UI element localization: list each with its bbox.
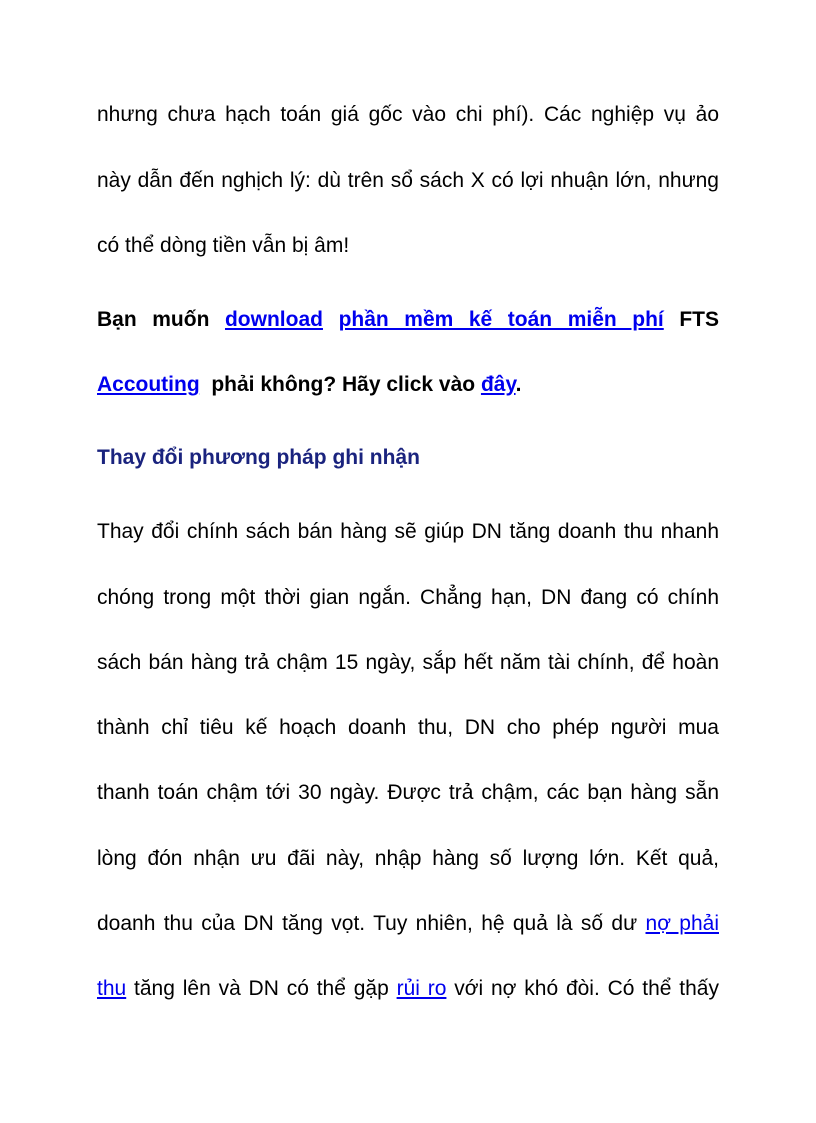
paragraph-line (97, 911, 719, 937)
paragraph-line: có thể dòng tiền vẫn bị âm! (97, 234, 350, 257)
paragraph-text: doanh thu của DN tăng vọt. Tuy nhiên, hệ quả là số dư (97, 912, 638, 935)
download-link[interactable]: download (224, 308, 323, 331)
promo-question: phải không? Hãy click vào (211, 373, 476, 396)
paragraph-line: Thay đổi chính sách bán hàng sẽ giúp DN tăng doanh thu nhanh (97, 520, 719, 543)
promo-period: . (515, 373, 522, 396)
paragraph-line: này dẫn đến nghịch lý: dù trên sổ sách X có lợi nhuận lớn, nhưng (97, 169, 719, 192)
risk-link[interactable]: rủi ro (396, 977, 447, 1000)
section-heading: Thay đổi phương pháp ghi nhận (97, 446, 420, 469)
paragraph-line: nhưng chưa hạch toán giá gốc vào chi phí). Các nghiệp vụ ảo (97, 103, 719, 126)
paragraph-text: tăng lên và DN có thể gặp (134, 977, 389, 1000)
paragraph-line: sách bán hàng trả chậm 15 ngày, sắp hết năm tài chính, để hoàn (97, 651, 719, 674)
receivables-link[interactable]: nợ phải (645, 912, 719, 935)
promo-fts: FTS (679, 308, 720, 331)
paragraph-text: với nợ khó đòi. Có thể thấy (454, 977, 719, 1000)
receivables-link-continued[interactable]: thu (97, 977, 127, 1000)
paragraph-line (97, 976, 719, 1002)
paragraph-line: thành chỉ tiêu kế hoạch doanh thu, DN cho phép người mua (97, 716, 719, 739)
accounting-link[interactable]: Accouting (97, 373, 200, 396)
paragraph-line: chóng trong một thời gian ngắn. Chẳng hạn, DN đang có chính (97, 586, 719, 609)
here-link[interactable]: đây (480, 373, 516, 396)
paragraph-line: thanh toán chậm tới 30 ngày. Được trả chậm, các bạn hàng sẵn (97, 781, 719, 804)
promo-line-1 (97, 307, 719, 333)
free-software-link[interactable]: phần mềm kế toán miễn phí (338, 308, 664, 331)
promo-intro: Bạn muốn (97, 308, 210, 331)
promo-line-2 (97, 372, 719, 398)
paragraph-line: lòng đón nhận ưu đãi này, nhập hàng số lượng lớn. Kết quả, (97, 847, 719, 870)
